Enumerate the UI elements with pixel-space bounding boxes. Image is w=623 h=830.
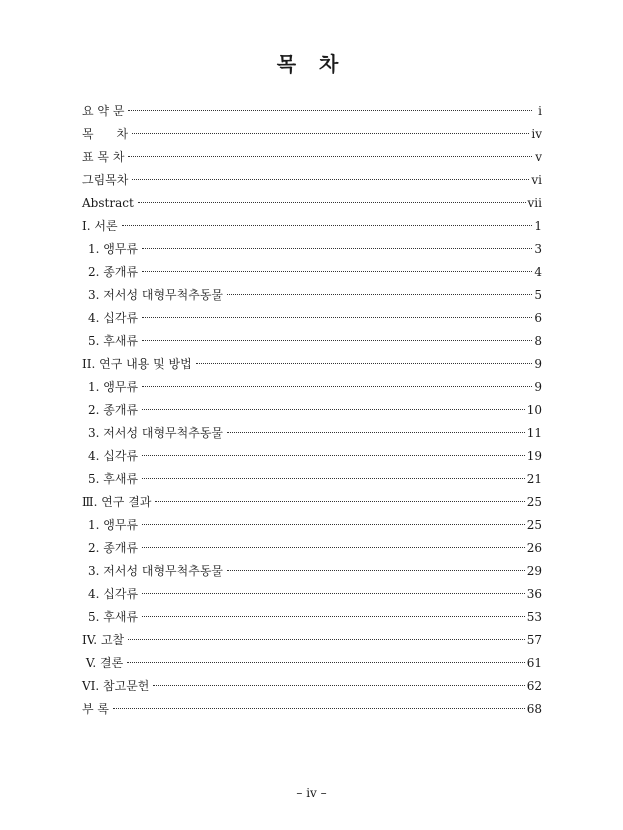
toc-dot-leader xyxy=(113,708,525,709)
toc-entry-page: vi xyxy=(531,173,542,187)
toc-entry-page: 62 xyxy=(526,679,542,693)
toc-entry-label: IV. 고찰 xyxy=(82,633,125,647)
toc-dot-leader xyxy=(227,432,525,433)
toc-dot-leader xyxy=(142,271,532,272)
toc-entry-label: II. 연구 내용 및 방법 xyxy=(82,357,192,371)
toc-dot-leader xyxy=(142,547,525,548)
toc-entry[interactable] xyxy=(82,422,542,445)
toc-entry-label: 3. 저서성 대형무척추동물 xyxy=(88,288,223,302)
toc-dot-leader xyxy=(142,386,532,387)
toc-entry-page: 8 xyxy=(534,334,542,348)
toc-entry-page: 9 xyxy=(534,380,542,394)
toc-dot-leader xyxy=(142,593,525,594)
toc-entry[interactable] xyxy=(82,675,542,698)
toc-entry[interactable] xyxy=(82,146,542,169)
toc-entry-page: 19 xyxy=(526,449,542,463)
toc-entry[interactable] xyxy=(82,169,542,192)
toc-entry[interactable] xyxy=(82,192,542,215)
toc-dot-leader xyxy=(142,478,525,479)
toc-entry-label: 2. 종개류 xyxy=(88,265,139,279)
toc-entry-page: 5 xyxy=(534,288,542,302)
toc-dot-leader xyxy=(142,317,532,318)
toc-entry[interactable] xyxy=(82,652,542,675)
table-of-contents xyxy=(82,100,542,721)
toc-entry-page: 10 xyxy=(526,403,542,417)
toc-entry-label: 그림목차 xyxy=(82,173,129,187)
toc-entry-label: Abstract xyxy=(82,196,134,210)
toc-entry-label: 5. 후새류 xyxy=(88,472,139,486)
toc-entry-page: 25 xyxy=(526,518,542,532)
toc-entry-page: 9 xyxy=(534,357,542,371)
toc-dot-leader xyxy=(142,616,525,617)
toc-entry[interactable] xyxy=(82,123,542,146)
toc-entry-page: 6 xyxy=(534,311,542,325)
toc-entry[interactable] xyxy=(82,238,542,261)
toc-entry[interactable] xyxy=(82,560,542,583)
toc-entry-label: 3. 저서성 대형무척추동물 xyxy=(88,564,223,578)
toc-dot-leader xyxy=(132,179,529,180)
toc-entry-label: 4. 십각류 xyxy=(88,587,139,601)
toc-entry[interactable] xyxy=(82,284,542,307)
toc-entry-label: 1. 앵무류 xyxy=(88,518,139,532)
toc-dot-leader xyxy=(155,501,524,502)
toc-dot-leader xyxy=(142,455,525,456)
toc-entry-page: 21 xyxy=(526,472,542,486)
toc-entry-label: 요 약 문 xyxy=(82,104,125,118)
toc-entry-page: 29 xyxy=(526,564,542,578)
toc-entry-page: 57 xyxy=(526,633,542,647)
toc-entry[interactable] xyxy=(82,330,542,353)
toc-entry-label: 2. 종개류 xyxy=(88,541,139,555)
toc-entry[interactable] xyxy=(82,514,542,537)
toc-entry[interactable] xyxy=(82,307,542,330)
toc-entry-label: VI. 참고문헌 xyxy=(82,679,150,693)
toc-entry[interactable] xyxy=(82,215,542,238)
page-number-footer: – iv – xyxy=(296,786,327,800)
toc-entry-page: 53 xyxy=(526,610,542,624)
toc-entry-page: 11 xyxy=(526,426,542,440)
toc-entry-label: V. 결론 xyxy=(82,656,124,670)
toc-entry-label: 1. 앵무류 xyxy=(88,380,139,394)
toc-dot-leader xyxy=(142,409,525,410)
page-title: 목 차 xyxy=(276,52,347,76)
toc-entry-label: 1. 앵무류 xyxy=(88,242,139,256)
toc-entry-page: vii xyxy=(527,196,542,210)
toc-entry-label: 5. 후새류 xyxy=(88,334,139,348)
toc-entry-label: I. 서론 xyxy=(82,219,118,233)
toc-entry[interactable] xyxy=(82,353,542,376)
toc-entry[interactable] xyxy=(82,491,542,514)
toc-entry-label: 5. 후새류 xyxy=(88,610,139,624)
toc-entry[interactable] xyxy=(82,583,542,606)
toc-entry-label: 2. 종개류 xyxy=(88,403,139,417)
toc-entry[interactable] xyxy=(82,445,542,468)
toc-dot-leader xyxy=(142,248,532,249)
toc-dot-leader xyxy=(227,294,532,295)
toc-entry[interactable] xyxy=(82,399,542,422)
toc-dot-leader xyxy=(142,524,525,525)
toc-entry-page: v xyxy=(535,150,542,164)
toc-dot-leader xyxy=(128,110,532,111)
toc-entry-page: 25 xyxy=(526,495,542,509)
toc-entry-label: 3. 저서성 대형무척추동물 xyxy=(88,426,223,440)
toc-dot-leader xyxy=(138,202,526,203)
toc-entry[interactable] xyxy=(82,376,542,399)
toc-entry-page: iv xyxy=(531,127,542,141)
toc-entry-page: 36 xyxy=(526,587,542,601)
toc-entry-page: 26 xyxy=(526,541,542,555)
toc-entry[interactable] xyxy=(82,261,542,284)
toc-entry-label: Ⅲ. 연구 결과 xyxy=(82,495,152,509)
toc-dot-leader xyxy=(153,685,524,686)
toc-entry[interactable] xyxy=(82,629,542,652)
toc-dot-leader xyxy=(122,225,532,226)
toc-dot-leader xyxy=(142,340,532,341)
toc-entry-page: 4 xyxy=(534,265,542,279)
toc-dot-leader xyxy=(128,156,532,157)
toc-entry-page: 68 xyxy=(526,702,542,716)
toc-entry-page: i xyxy=(538,104,542,118)
toc-entry[interactable] xyxy=(82,537,542,560)
toc-entry[interactable] xyxy=(82,468,542,491)
toc-entry-label: 4. 십각류 xyxy=(88,449,139,463)
toc-dot-leader xyxy=(128,639,525,640)
toc-entry-page: 3 xyxy=(534,242,542,256)
toc-entry-label: 부 록 xyxy=(82,702,109,716)
toc-dot-leader xyxy=(227,570,525,571)
toc-entry-page: 61 xyxy=(526,656,542,670)
toc-entry-label: 4. 십각류 xyxy=(88,311,139,325)
toc-entry[interactable] xyxy=(82,698,542,721)
toc-entry-label: 목 차 xyxy=(82,127,129,141)
toc-dot-leader xyxy=(132,133,529,134)
toc-dot-leader xyxy=(196,363,532,364)
toc-entry-label: 표 목 차 xyxy=(82,150,125,164)
toc-entry[interactable] xyxy=(82,606,542,629)
toc-dot-leader xyxy=(127,662,525,663)
toc-entry-page: 1 xyxy=(534,219,542,233)
toc-entry[interactable] xyxy=(82,100,542,123)
